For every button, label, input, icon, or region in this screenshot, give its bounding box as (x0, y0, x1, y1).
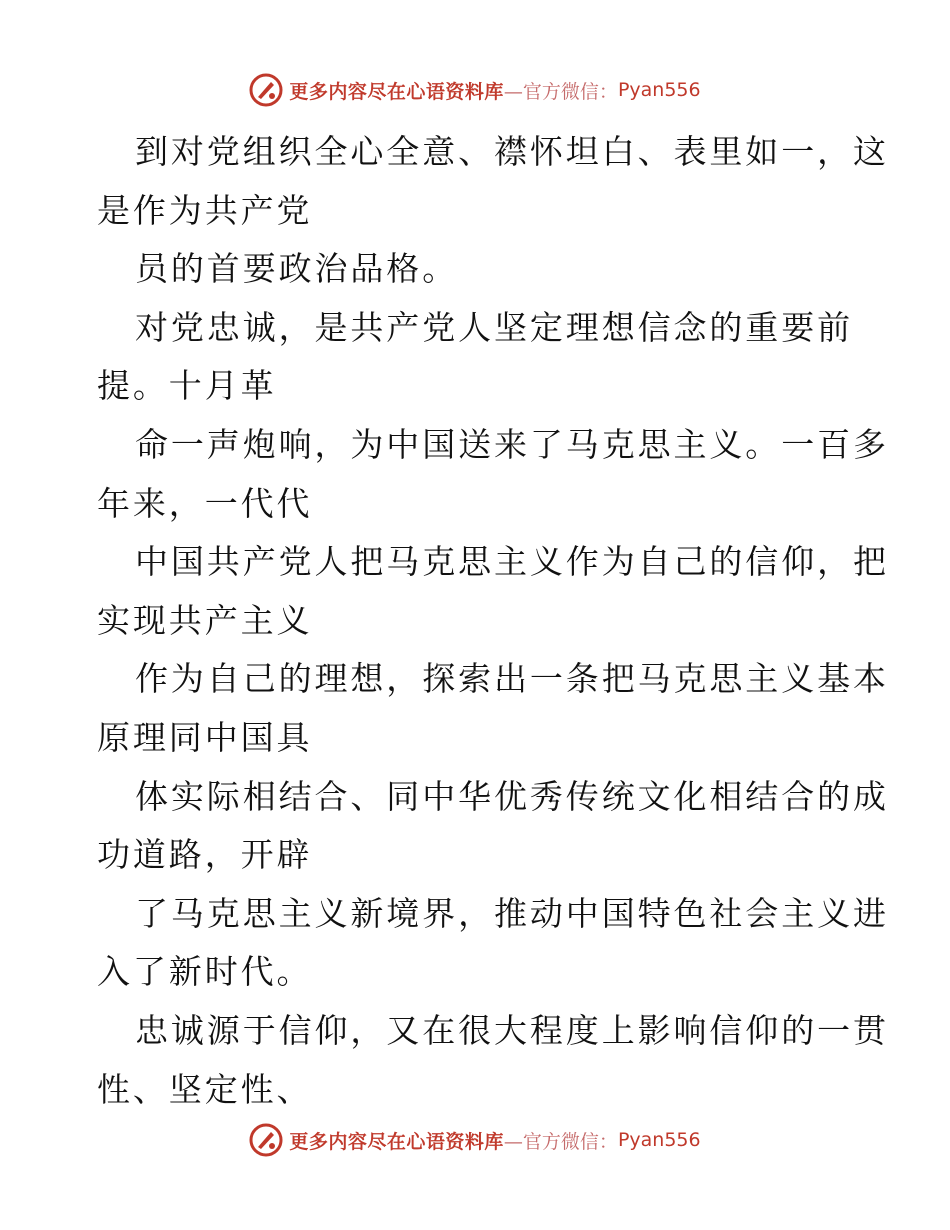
document-body (97, 123, 889, 1119)
text-line: 年来，一代代 (97, 483, 313, 523)
text-line: 体实际相结合、同中华优秀传统文化相结合的成 (135, 776, 889, 816)
watermark-sub-text: —官方微信： (503, 80, 618, 103)
pen-logo-icon (249, 73, 283, 107)
text-line: 作为自己的理想，探索出一条把马克思主义基本 (135, 659, 889, 699)
text-line: 命一声炮响，为中国送来了马克思主义。一百多 (135, 424, 889, 464)
text-line: 入了新时代。 (97, 952, 313, 992)
text-line: 忠诚源于信仰，又在很大程度上影响信仰的一贯 (135, 1010, 889, 1050)
text-line: 中国共产党人把马克思主义作为自己的信仰，把 (135, 542, 889, 582)
header-watermark (0, 70, 950, 110)
text-line: 是作为共产党 (97, 190, 313, 230)
text-line: 对党忠诚，是共产党人坚定理想信念的重要前 (135, 307, 853, 347)
text-line: 功道路，开辟 (97, 835, 313, 875)
watermark-wechat-id: Pyan556 (617, 79, 701, 101)
pen-logo-icon (249, 1123, 283, 1157)
text-line: 了马克思主义新境界，推动中国特色社会主义进 (135, 893, 889, 933)
text-line: 员的首要政治品格。 (135, 249, 459, 289)
text-line: 原理同中国具 (97, 717, 313, 757)
text-line: 提。十月革 (97, 366, 277, 406)
text-line: 性、坚定性、 (97, 1069, 313, 1109)
watermark-wechat-id: Pyan556 (617, 1129, 701, 1151)
footer-watermark (0, 1120, 950, 1160)
watermark-main-text: 更多内容尽在心语资料库 (289, 80, 504, 103)
watermark-main-text: 更多内容尽在心语资料库 (289, 1130, 504, 1153)
text-line: 实现共产主义 (97, 600, 313, 640)
watermark-sub-text: —官方微信： (503, 1130, 618, 1153)
text-line: 到对党组织全心全意、襟怀坦白、表里如一，这 (135, 132, 889, 171)
